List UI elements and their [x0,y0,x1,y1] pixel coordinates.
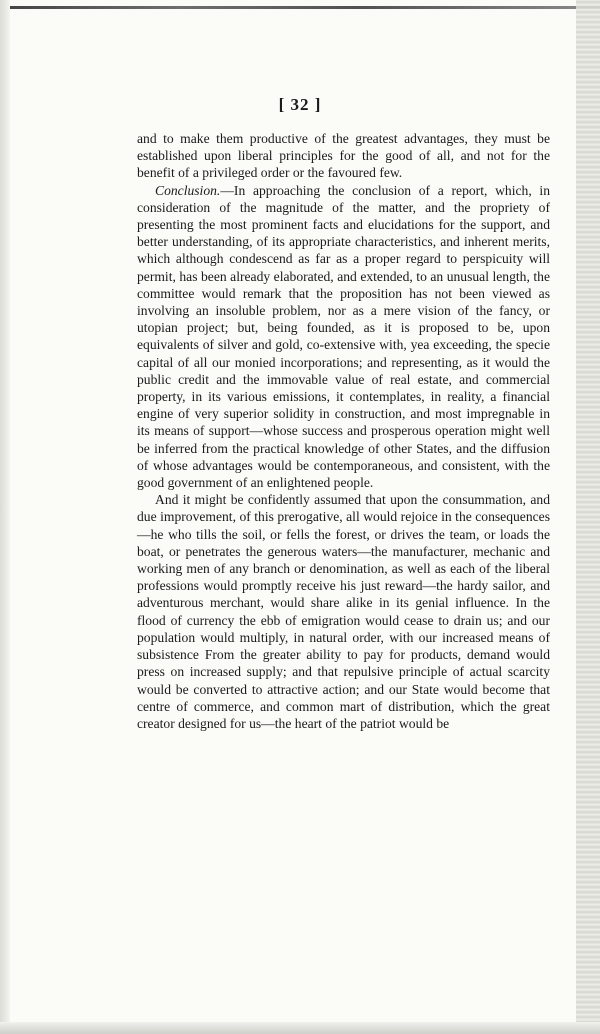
body-text [137,130,550,732]
top-binding-rule [0,6,600,9]
paragraph-continuation [137,130,550,182]
paragraph-text: —In approaching the conclusion of a report, which, in consideration of the magnitude of the matter, and the propriety of presenting the most prominent facts and elucidations for the support, and better understanding, of its appropriate characteristics, and inherent merits, which although condescend as far as a proper regard to perspicuity will permit, has been already elaborated, and extended, to an unusual length, the committee would remark that the proposition has not been viewed as involving an insoluble problem, nor as a mere vision of the fancy, or utopian project; but, being founded, as it is proposed to be, upon equivalents of silver and gold, co-extensive with, yea exceeding, the specie capital of all our monied incorporations; and representing, as it would the public credit and the immovable value of real estate, and commercial property, in its various emissions, it contemplates, in reality, a financial engine of very superior solidity in construction, and most impregnable in its means of support—whose success and prosperous operation might well be inferred from the practical knowledge of other States, and the diffusion of whose advantages would be contemporaneous, and consistent, with the good government of an enlightened people. [137,182,550,491]
paragraph-text: And it might be confidently assumed that upon the consummation, and due improvement, of this prerogative, all would rejoice in the consequences—he who tills the soil, or fells the forest, or drives the team, or loads the boat, or penetrates the generous waters—the manufacturer, mechanic and working men of any branch or denomination, as well as each of the liberal professions would promptly receive his just reward—the hardy sailor, and adventurous merchant, would share alike in its genial influence. In the flood of currency the ebb of emigration would cease to drain us; and our population would multiply, in natural order, with our increased means of subsistence From the greater ability to pay for products, demand would press on increased supply; and that repulsive principle of actual scarcity would be converted to attractive action; and our State would become that centre of commerce, and common mart of distribution, which the great creator designed for us—the heart of the patriot would be [137,492,550,731]
right-page-edge [576,0,600,1034]
paragraph-text: and to make them productive of the greatest advantages, they must be established upon liberal principles for the good of all, and not for the benefit of a privileged order or the favoured few. [137,131,550,181]
page-number: [ 32 ] [278,95,322,114]
bottom-page-edge [0,1022,600,1034]
paragraph-consequences [137,491,550,732]
left-page-edge [0,0,10,1034]
paragraph-conclusion [137,182,550,492]
section-heading-conclusion: Conclusion. [155,182,221,198]
